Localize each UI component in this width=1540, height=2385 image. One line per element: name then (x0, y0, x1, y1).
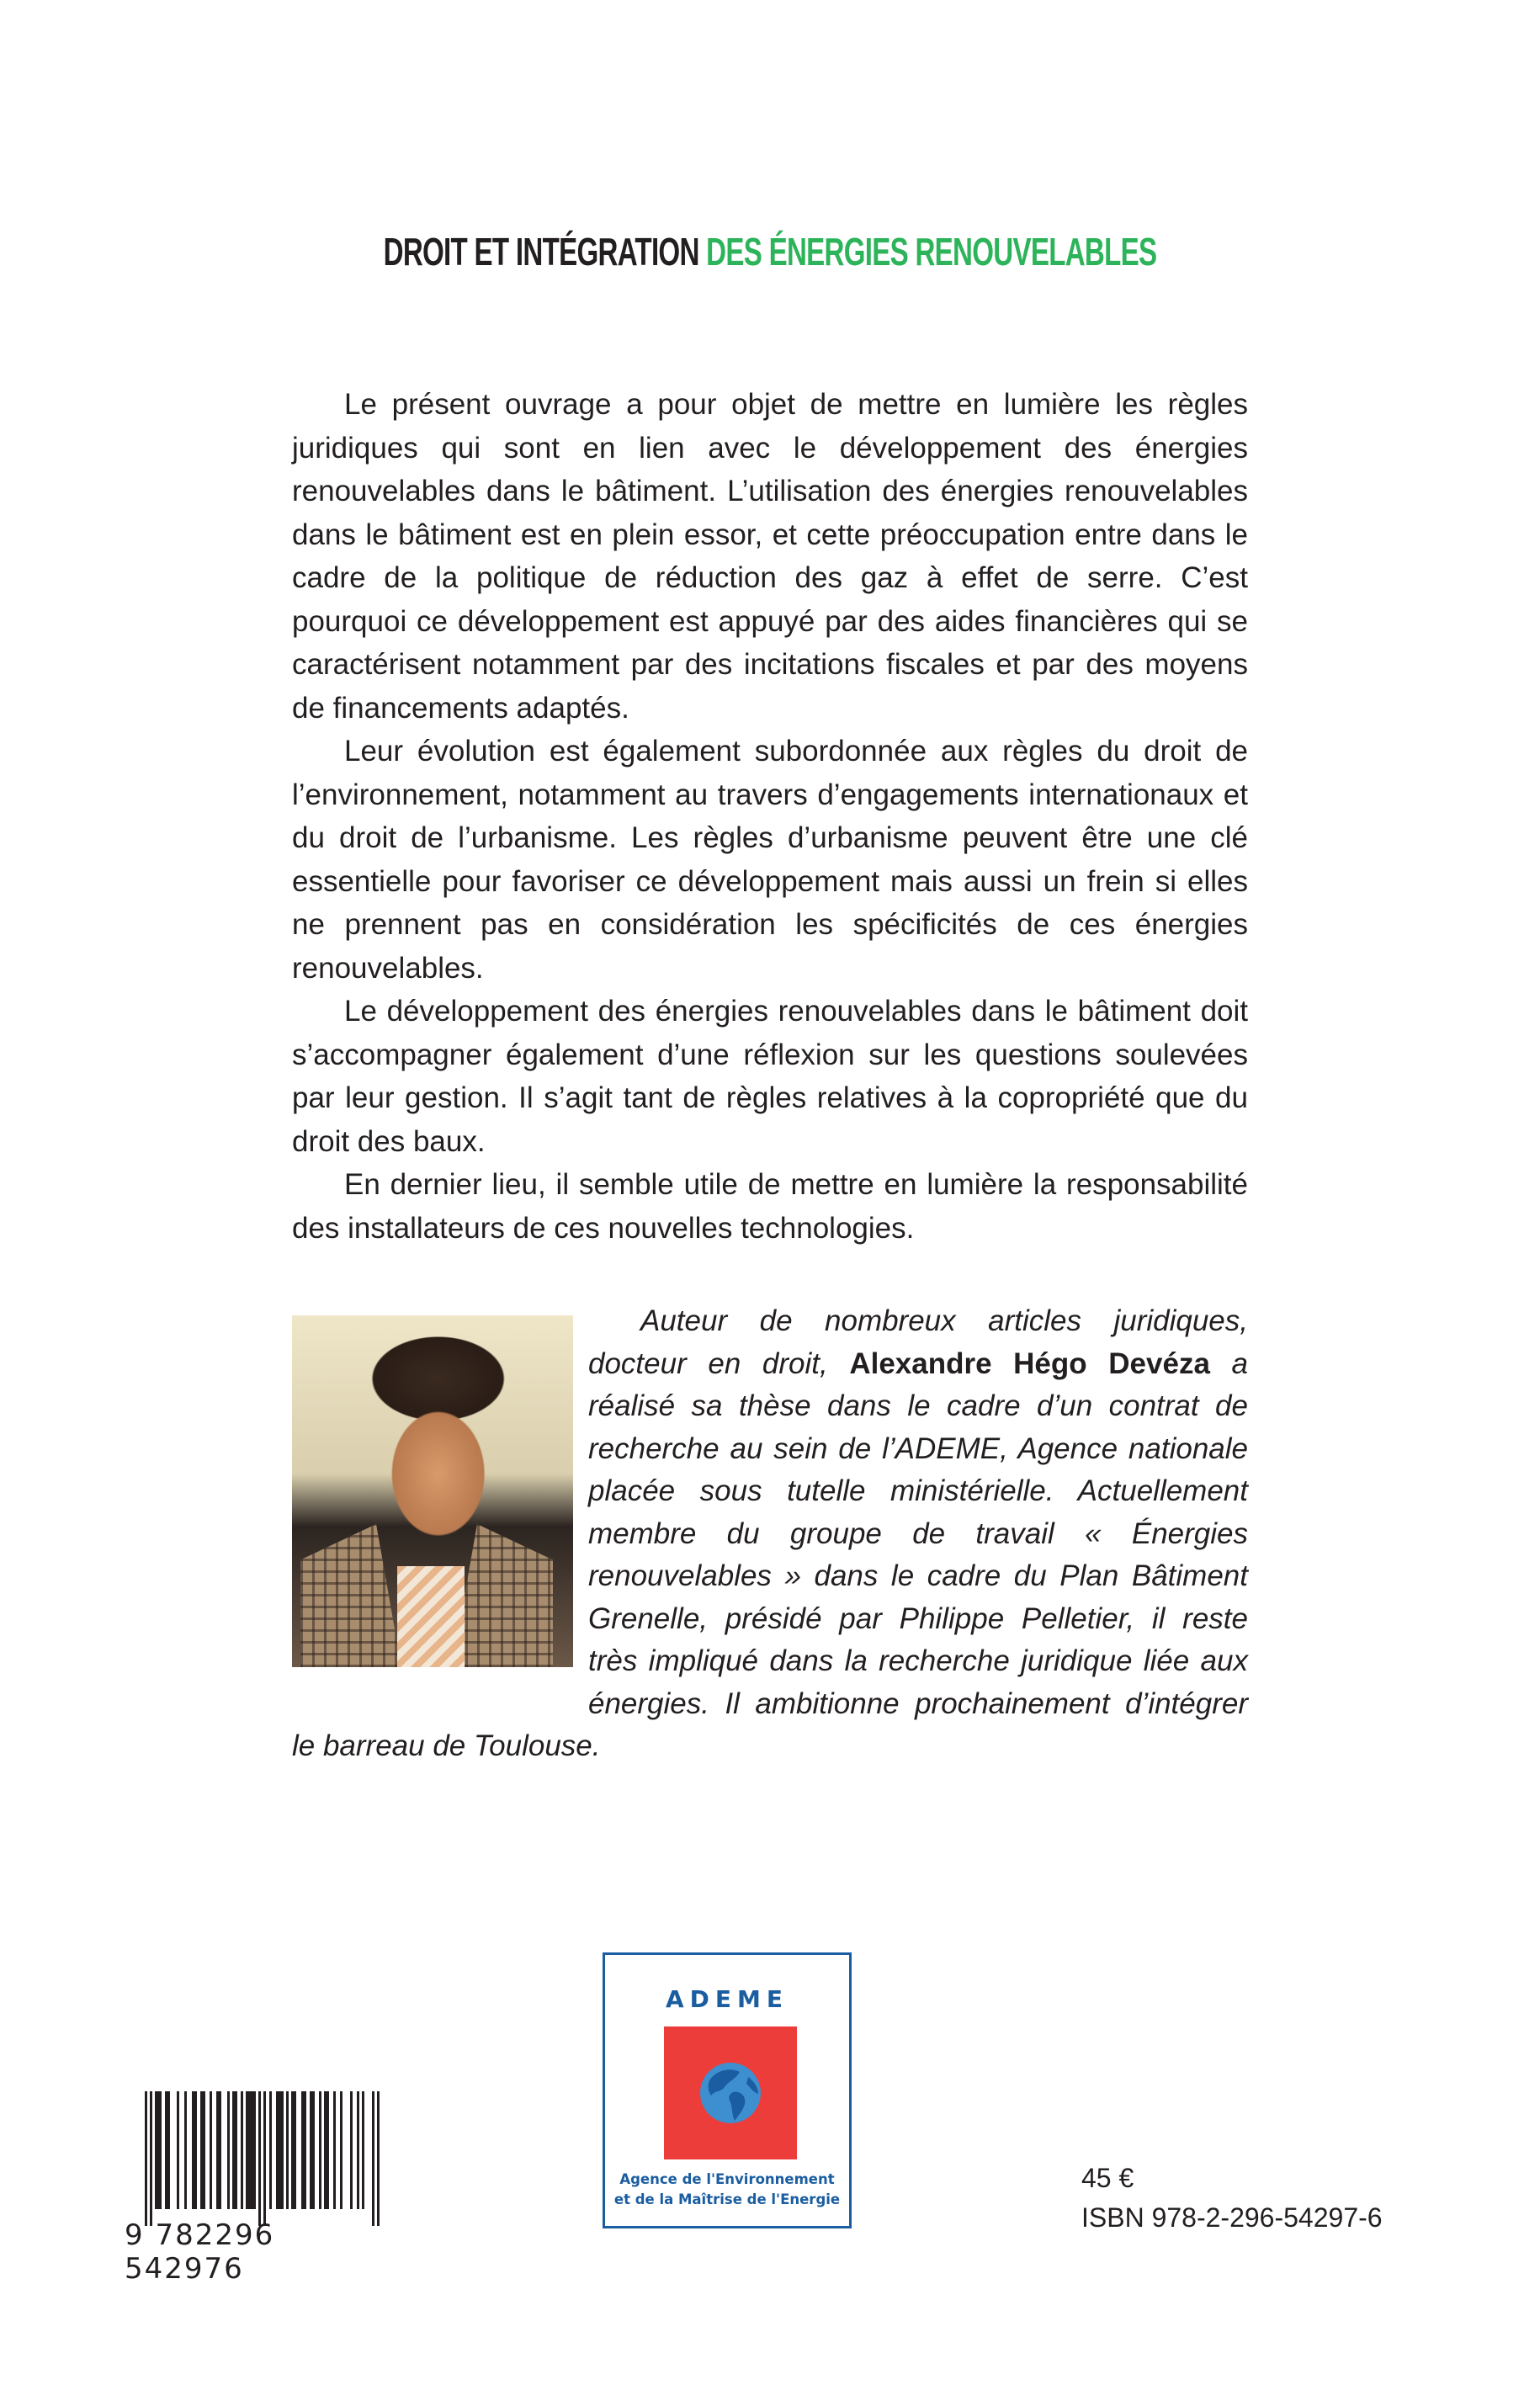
ademe-caption (605, 2170, 849, 2210)
globe-icon (699, 2062, 762, 2124)
price: 45 € (1081, 2163, 1134, 2193)
ademe-name: ADEME (665, 1985, 789, 2013)
barcode-icon (141, 2091, 394, 2226)
author-bio (292, 1300, 1248, 1768)
summary-paragraph: Leur évolution est également subordonnée aux règles du droit de l’environnement, notamment au travers d’engagements internationaux et du droit de l’urbanisme. Les règles d’urbanisme peuvent être une clé essentielle pour favoriser ce développement mais aussi un frein si elles ne prennent pas en considération les spécificités de ces énergies renouvelables. (292, 735, 1248, 985)
ademe-caption-line1: Agence de l'Environnement (619, 2171, 835, 2187)
bio-text-after: a réalisé sa thèse dans le cadre d’un contrat de recherche au sein de l’ADEME, Agence nationale placée sous tutelle ministérielle. Actuellement membre du groupe de travail « Énergies renouvelables » dans le cadre du Plan Bâtiment Grenelle, présidé par Philippe Pelletier, il reste très impliqué dans la recherche juridique liée aux énergies. Il ambitionne prochainement d’intégrer le barreau de Toulouse. (292, 1347, 1248, 1762)
isbn: ISBN 978-2-296-54297-6 (1081, 2202, 1383, 2233)
bio-text-before: Auteur de nombreux articles juridiques, docteur en droit, (588, 1304, 1248, 1380)
author-name: Alexandre Hégo Devéza (849, 1347, 1210, 1380)
title-part-green: DES ÉNERGIES RENOUVELABLES (706, 230, 1157, 274)
summary-paragraph: Le présent ouvrage a pour objet de mettre en lumière les règles juridiques qui sont en lien avec le développement des énergies renouvelables dans le bâtiment. L’utilisation des énergies renouvelables dans le bâtiment est en plein essor, et cette préoccupation entre dans le cadre de la politique de réduction des gaz à effet de serre. C’est pourquoi ce développement est appuyé par des aides financières qui se caractérisent notamment par des incitations fiscales et par des moyens de financements adaptés. (292, 388, 1248, 725)
ademe-caption-line2: et de la Maîtrise de l'Energie (613, 2191, 841, 2207)
ademe-logo (603, 1952, 852, 2228)
photo-spacer (292, 1300, 588, 1683)
ademe-red-square (664, 2026, 797, 2159)
summary-paragraph: Le développement des énergies renouvelables dans le bâtiment doit s’accompagner également d’une réflexion sur les questions soulevées par leur gestion. Il s’agit tant de règles relatives à la copropriété que du droit des baux. (292, 995, 1248, 1158)
barcode-digits: 9 782296 542976 (125, 2218, 275, 2286)
book-title (215, 229, 1325, 274)
summary-text (292, 383, 1248, 1250)
summary-paragraph: En dernier lieu, il semble utile de mettre en lumière la responsabilité des installateurs de ces nouvelles technologies. (292, 1168, 1248, 1245)
title-part-dark: DROIT ET INTÉGRATION (383, 230, 699, 274)
